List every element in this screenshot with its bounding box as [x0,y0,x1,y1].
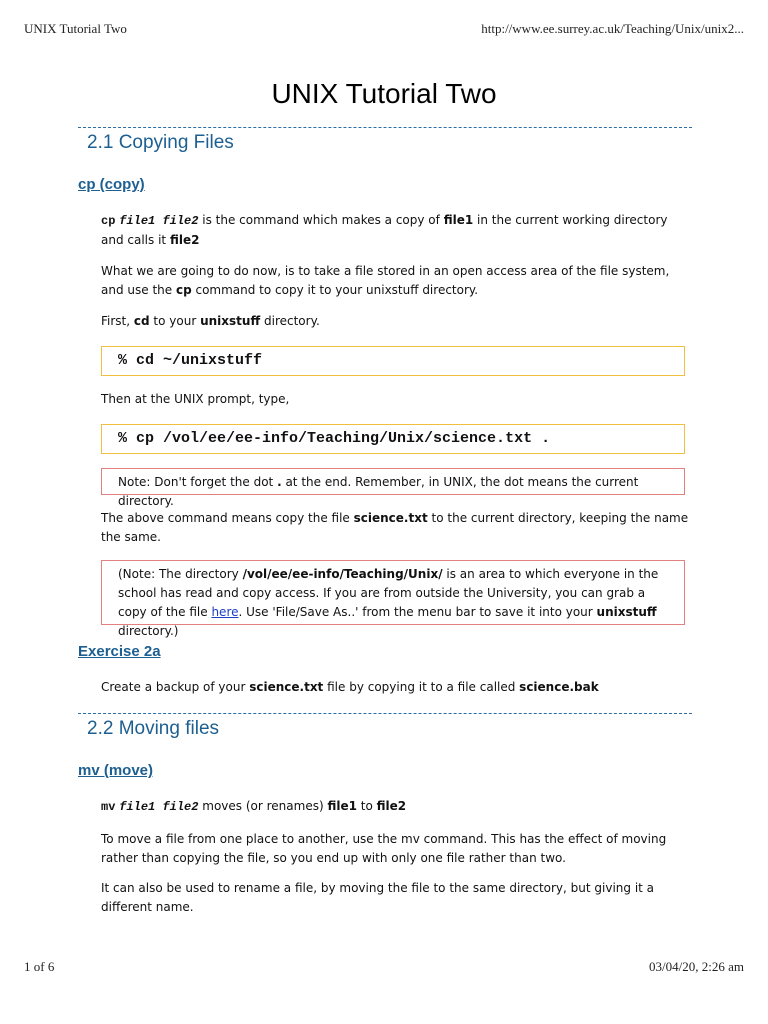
mv-synopsis [101,797,691,817]
code-block-cd [101,346,685,376]
bold-term: /vol/ee/ee-info/Teaching/Unix/ [242,567,443,581]
bold-term: file2 [169,233,200,247]
page-title: UNIX Tutorial Two [271,78,497,109]
code-block-cp [101,424,685,454]
subheading-mv[interactable]: mv (move) [78,762,154,779]
text: directory.) [118,624,179,638]
bold-term: cd [133,314,150,328]
print-header-title: UNIX Tutorial Two [24,21,127,36]
paragraph: Then at the UNIX prompt, type, [101,392,290,406]
bold-term: file2 [376,799,407,813]
text: First, [101,314,134,328]
subheading-cp[interactable]: cp (copy) [78,176,145,193]
paragraph: To move a file from one place to another, use the mv command. This has the effect of moving rather than copying the file, so you end up with only one file rather than two. [101,832,667,865]
exercise-text [101,678,691,697]
note-box-dot [101,468,685,508]
code-text: % cp /vol/ee/ee-info/Teaching/Unix/science.txt . [118,430,551,447]
text: directory. [260,314,320,328]
mv-command: mv [101,800,116,814]
section-divider [78,713,692,714]
text: file by copying it to a file called [323,680,520,694]
text: command to copy it to your unixstuff directory. [191,283,479,297]
text: Create a backup of your [101,680,250,694]
subheading-exercise-2a[interactable]: Exercise 2a [78,643,161,660]
text: is an area to which everyone in the school has read and copy access. If you are from outside the University, you can grab a copy of the file [118,567,659,619]
bold-term: unixstuff [200,314,261,328]
code-text: % cd ~/unixstuff [118,352,263,369]
text: to your [149,314,201,328]
paragraph [101,262,691,300]
bold-term: cp [175,283,192,297]
text: What we are going to do now, is to take a file stored in an open access area of the file system, and use the [101,264,670,297]
text: at the end. Remember, in UNIX, the dot means the current directory. [118,475,639,508]
section-heading-copying-files: 2.1 Copying Files [87,132,234,153]
text: Note: Don't forget the dot [118,475,278,489]
print-header-url: http://www.ee.surrey.ac.uk/Teaching/Unix/unix2... [481,21,744,36]
mv-arguments: file1 file2 [119,800,199,814]
cp-synopsis [101,211,691,250]
text: (Note: The directory [118,567,243,581]
text: is the command which makes a copy of [198,213,444,227]
cp-command: cp [101,214,116,228]
bold-term: science.txt [353,511,428,525]
section-divider [78,127,692,128]
text: in the current working directory and calls it [101,213,668,247]
text: moves (or renames) [198,799,328,813]
note-box-directory [101,560,685,638]
bold-term: file1 [443,213,474,227]
bold-term: science.txt [249,680,324,694]
paragraph [101,509,691,547]
print-datetime: 03/04/20, 2:26 am [649,959,744,974]
bold-term: science.bak [519,680,599,694]
text: to [356,799,377,813]
bold-term: file1 [327,799,357,813]
paragraph [101,312,691,331]
bold-term: unixstuff [596,605,657,619]
text: to the current directory, keeping the name the same. [101,511,689,544]
cp-arguments: file1 file2 [119,214,199,228]
download-here-link[interactable]: here [211,605,239,619]
bold-term: . [277,475,282,489]
text: The above command means copy the file [101,511,354,525]
section-heading-moving-files: 2.2 Moving files [87,718,220,739]
page-number: 1 of 6 [24,959,55,974]
text: . Use 'File/Save As..' from the menu bar to save it into your [238,605,597,619]
paragraph: It can also be used to rename a file, by moving the file to the same directory, but giving it a different name. [101,881,655,914]
